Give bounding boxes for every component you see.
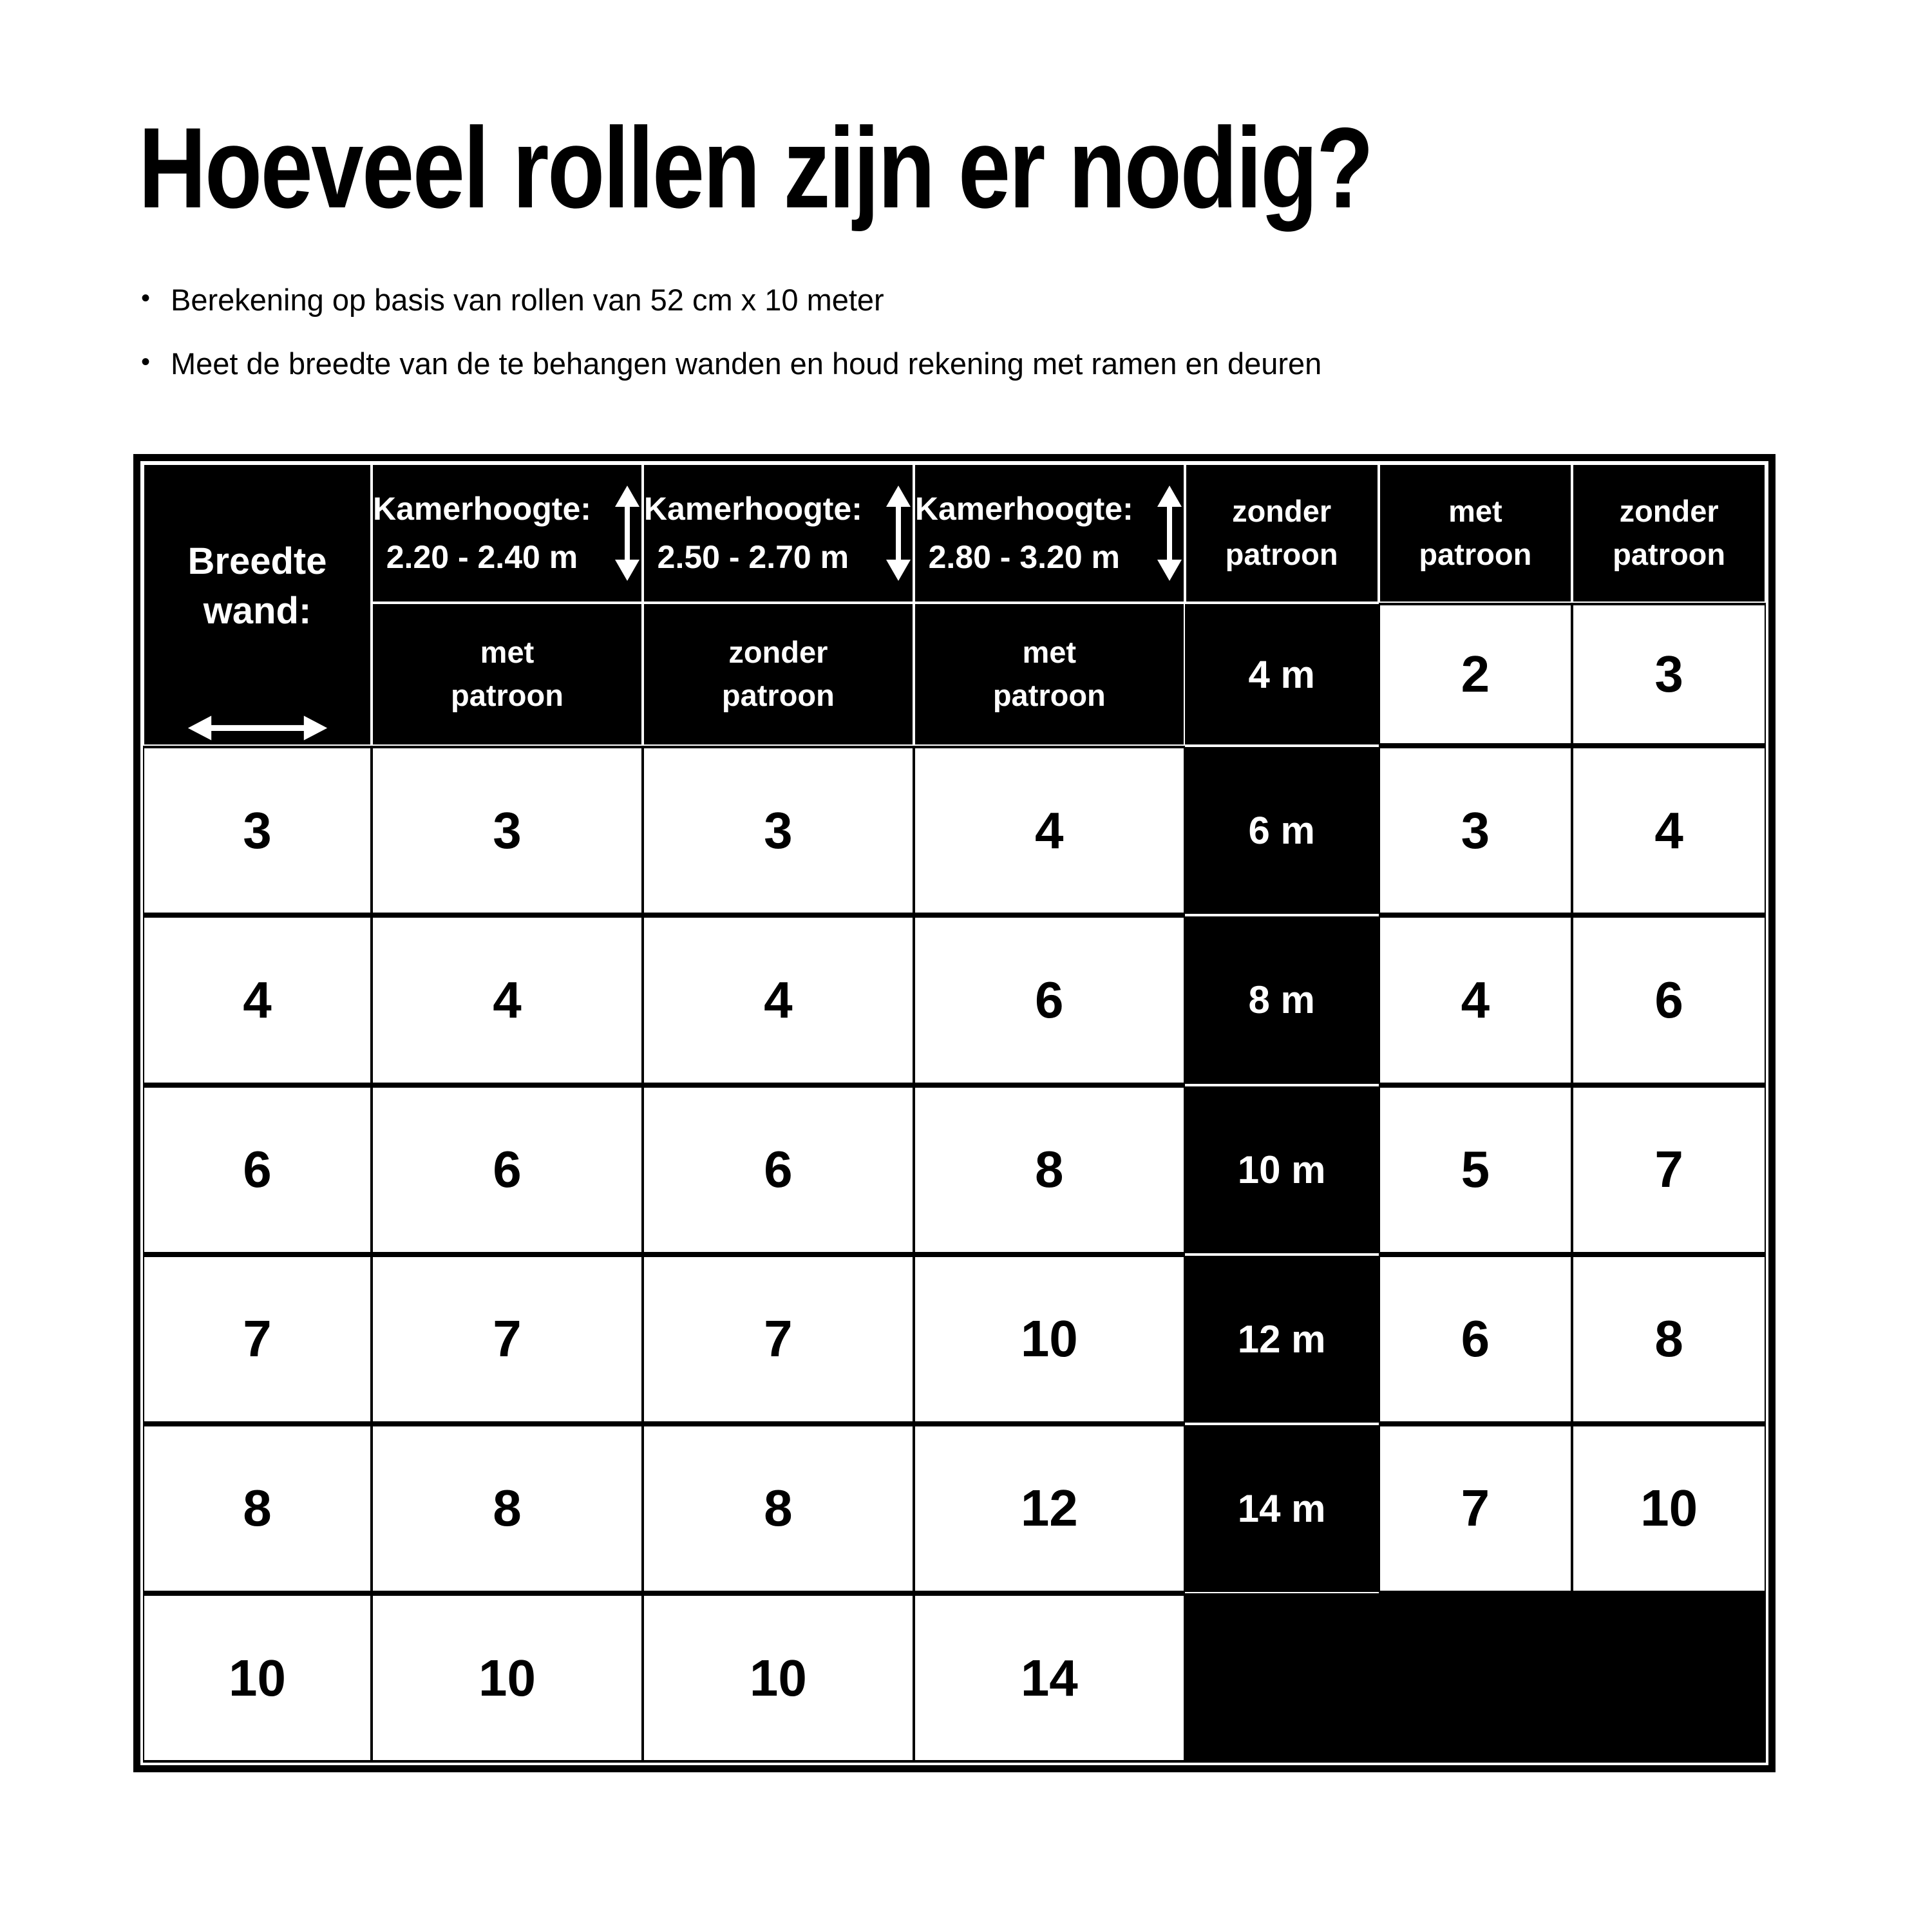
subcolumn-line1: zonder (1232, 494, 1332, 529)
subcolumn-line2: patroon (1419, 537, 1532, 572)
group-header-text (644, 485, 862, 582)
subcolumn-line2: patroon (992, 678, 1106, 713)
value: 10 (229, 1649, 286, 1707)
bullet-list (138, 280, 1932, 383)
value-cell (1379, 1424, 1573, 1593)
row-label-cell (1185, 915, 1379, 1084)
row-label-cell (1185, 746, 1379, 915)
group-header-text (373, 485, 591, 582)
corner-label-line1: Breedte (187, 540, 327, 583)
value: 6 (1654, 971, 1683, 1028)
value-cell (1572, 603, 1766, 746)
rolls-table-grid (143, 464, 1766, 1763)
subcolumn-line1: met (480, 635, 535, 670)
subcolumn-header-cell (372, 603, 643, 746)
value: 3 (764, 801, 793, 859)
value: 6 (764, 1141, 793, 1198)
value: 7 (243, 1310, 272, 1368)
rolls-table (133, 454, 1776, 1772)
value-cell (1379, 1255, 1573, 1424)
value: 4 (1035, 801, 1064, 859)
value: 10 (1640, 1479, 1698, 1537)
value-cell (1379, 1085, 1573, 1255)
subcolumn-header-cell (914, 603, 1185, 746)
group-title: Kamerhoogte: (914, 491, 1133, 527)
value-cell (643, 1424, 914, 1593)
value-cell (372, 1085, 643, 1255)
value: 7 (764, 1310, 793, 1368)
value-cell (1572, 1424, 1766, 1593)
value-cell (914, 915, 1185, 1084)
corner-label (188, 537, 327, 636)
value-cell (143, 915, 372, 1084)
value: 3 (243, 801, 272, 859)
subcolumn-header-cell (1572, 464, 1766, 603)
value: 5 (1461, 1141, 1490, 1198)
group-title: Kamerhoogte: (373, 491, 591, 527)
value: 6 (1461, 1310, 1490, 1368)
subcolumn-line2: patroon (721, 678, 835, 713)
value-cell (372, 915, 643, 1084)
value-cell (643, 1255, 914, 1424)
row-label-cell (1185, 1424, 1379, 1593)
value-cell (143, 1085, 372, 1255)
row-label: 14 m (1237, 1486, 1326, 1530)
bullet-item (138, 280, 1932, 319)
value: 4 (493, 971, 522, 1028)
row-label-cell (1185, 1255, 1379, 1424)
value-cell (643, 1593, 914, 1763)
subcolumn-line2: patroon (1225, 537, 1338, 572)
subcolumn-header-cell (1379, 464, 1573, 603)
group-header-cell (372, 464, 643, 603)
value: 4 (243, 971, 272, 1028)
value-cell (372, 746, 643, 915)
value: 4 (764, 971, 793, 1028)
row-label-cell (1185, 1085, 1379, 1255)
subcolumn-line2: patroon (1613, 537, 1726, 572)
value: 4 (1654, 801, 1683, 859)
row-label: 12 m (1237, 1317, 1326, 1361)
subcolumn-line1: met (1022, 635, 1077, 670)
value: 3 (493, 801, 522, 859)
value: 8 (243, 1479, 272, 1537)
subcolumn-line1: zonder (1619, 494, 1719, 529)
row-label: 6 m (1248, 809, 1315, 853)
row-label: 4 m (1248, 652, 1315, 696)
subcolumn-line1: met (1448, 494, 1502, 529)
value-cell (1572, 746, 1766, 915)
value: 6 (243, 1141, 272, 1198)
height-arrow-icon (884, 486, 913, 581)
value-cell (914, 1424, 1185, 1593)
bullet-text: Meet de breedte van de te behangen wanden en houd rekening met ramen en deuren (171, 346, 1322, 381)
value: 10 (478, 1649, 536, 1707)
value-cell (143, 1255, 372, 1424)
corner-header-cell (143, 464, 372, 746)
value-cell (643, 1085, 914, 1255)
value: 8 (764, 1479, 793, 1537)
value-cell (143, 1593, 372, 1763)
subcolumn-line1: zonder (728, 635, 828, 670)
value-cell (143, 746, 372, 915)
value-cell (372, 1593, 643, 1763)
group-range: 2.20 - 2.40 m (386, 539, 578, 576)
value: 8 (1654, 1310, 1683, 1368)
value-cell (914, 1255, 1185, 1424)
subcolumn-header-cell (1185, 464, 1379, 603)
row-label-cell (1185, 603, 1379, 746)
row-label: 10 m (1237, 1148, 1326, 1191)
group-range: 2.80 - 3.20 m (928, 539, 1121, 576)
group-header-cell (914, 464, 1185, 603)
value-cell (1379, 603, 1573, 746)
group-header-cell (643, 464, 914, 603)
value: 10 (1020, 1310, 1078, 1368)
value-cell (372, 1424, 643, 1593)
value-cell (372, 1255, 643, 1424)
group-range: 2.50 - 2.70 m (657, 539, 849, 576)
value: 14 (1020, 1649, 1078, 1707)
value: 4 (1461, 971, 1490, 1028)
value: 3 (1461, 801, 1490, 859)
page-title: Hoeveel rollen zijn er nodig? (138, 104, 1372, 232)
value: 8 (493, 1479, 522, 1537)
value-cell (1379, 915, 1573, 1084)
value-cell (143, 1424, 372, 1593)
value-cell (1572, 1255, 1766, 1424)
value: 6 (493, 1141, 522, 1198)
bullet-item (138, 344, 1932, 383)
height-arrow-icon (613, 486, 641, 581)
bullet-text: Berekening op basis van rollen van 52 cm x 10 meter (171, 283, 884, 317)
value-cell (914, 746, 1185, 915)
row-label: 8 m (1248, 978, 1315, 1022)
value: 7 (1461, 1479, 1490, 1537)
value: 2 (1461, 645, 1490, 703)
subcolumn-header-cell (643, 603, 914, 746)
value: 10 (749, 1649, 807, 1707)
value-cell (643, 746, 914, 915)
corner-label-line2: wand: (203, 589, 312, 632)
value: 6 (1035, 971, 1064, 1028)
value: 7 (493, 1310, 522, 1368)
width-arrow-icon (181, 712, 334, 744)
value-cell (1572, 915, 1766, 1084)
value: 7 (1654, 1141, 1683, 1198)
value-cell (914, 1085, 1185, 1255)
value: 3 (1654, 645, 1683, 703)
value-cell (643, 915, 914, 1084)
value-cell (1379, 746, 1573, 915)
group-title: Kamerhoogte: (643, 491, 862, 527)
value-cell (914, 1593, 1185, 1763)
subcolumn-line2: patroon (451, 678, 564, 713)
height-arrow-icon (1155, 486, 1184, 581)
value: 8 (1035, 1141, 1064, 1198)
group-header-text (915, 485, 1133, 582)
value-cell (1572, 1085, 1766, 1255)
value: 12 (1020, 1479, 1078, 1537)
